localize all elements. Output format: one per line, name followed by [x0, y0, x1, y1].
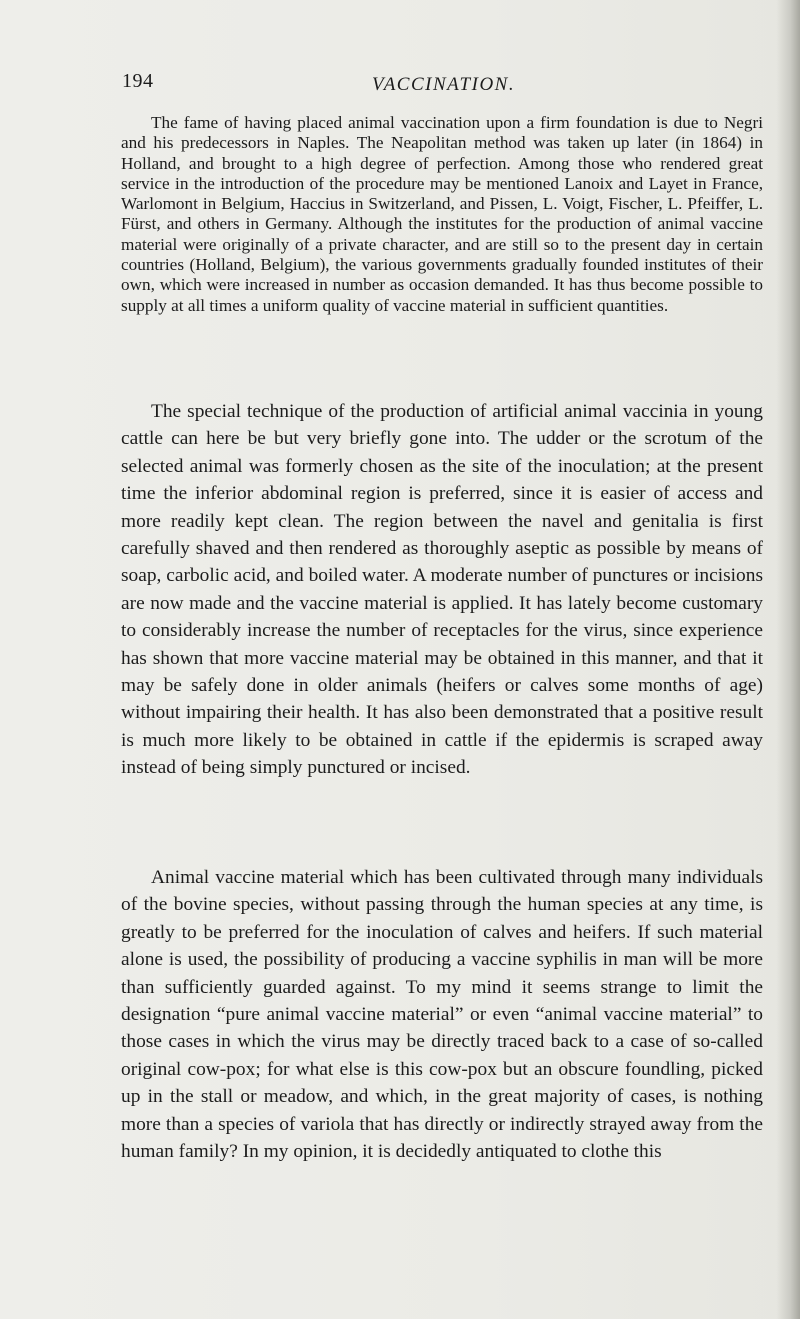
paragraph-animal-vaccination-history: The fame of having placed animal vaccination upon a firm foundation is due to Negri and his predecessors in Naples. The Neapolitan method was taken up later (in 1864) in Holland, and brought to a high degree of perfection. Among those who rendered great service in the introduction of the procedure may be mentioned Lanoix and Layet in France, Warlomont in Belgium, Haccius in Switzerland, and Pissen, L. Voigt, Fischer, L. Pfeiffer, L. Fürst, and others in Germany. Although the institutes for the production of animal vaccine material were originally of a private character, and are still so to the present day in certain countries (Holland, Belgium), the various governments gradually founded institutes of their own, which were increased in number as occasion demanded. It has thus become possible to supply at all times a uniform quality of vaccine material in sufficient quantities. [121, 113, 763, 315]
page-number: 194 [122, 70, 154, 92]
running-title: VACCINATION. [372, 74, 516, 95]
page-edge-shadow [776, 0, 800, 1319]
paragraph-production-technique: The special technique of the production of artificial animal vaccinia in young cattle can here be but very briefly gone into. The udder or the scrotum of the selected animal was formerly chosen as the site of the inoculation; at the present time the inferior abdominal region is preferred, since it is easier of access and more readily kept clean. The region between the navel and genitalia is first carefully shaved and then rendered as thoroughly aseptic as possible by means of soap, carbolic acid, and boiled water. A moderate number of punctures or incisions are now made and the vaccine material is applied. It has lately become customary to considerably increase the number of receptacles for the virus, since experience has shown that more vaccine material may be obtained in this manner, and that it may be safely done in older animals (heifers or calves some months of age) without impairing their health. It has also been demonstrated that a positive result is much more likely to be obtained in cattle if the epidermis is scraped away instead of being simply punctured or incised. [121, 401, 763, 779]
paragraph-pure-animal-vaccine: Animal vaccine material which has been cultivated through many individuals of the bovine species, without passing through the human species at any time, is greatly to be preferred for the inoculation of calves and heifers. If such material alone is used, the possibility of producing a vaccine syphilis in man will be more than sufficiently guarded against. To my mind it seems strange to limit the designation “pure animal vaccine material” or even “animal vaccine material” to those cases in which the virus may be directly traced back to a case of so-called original cow-pox; for what else is this cow-pox but an obscure foundling, picked up in the stall or meadow, and which, in the great majority of cases, is nothing more than a species of variola that has directly or indirectly strayed away from the human family? In my opinion, it is decidedly antiquated to clothe this [121, 867, 763, 1163]
